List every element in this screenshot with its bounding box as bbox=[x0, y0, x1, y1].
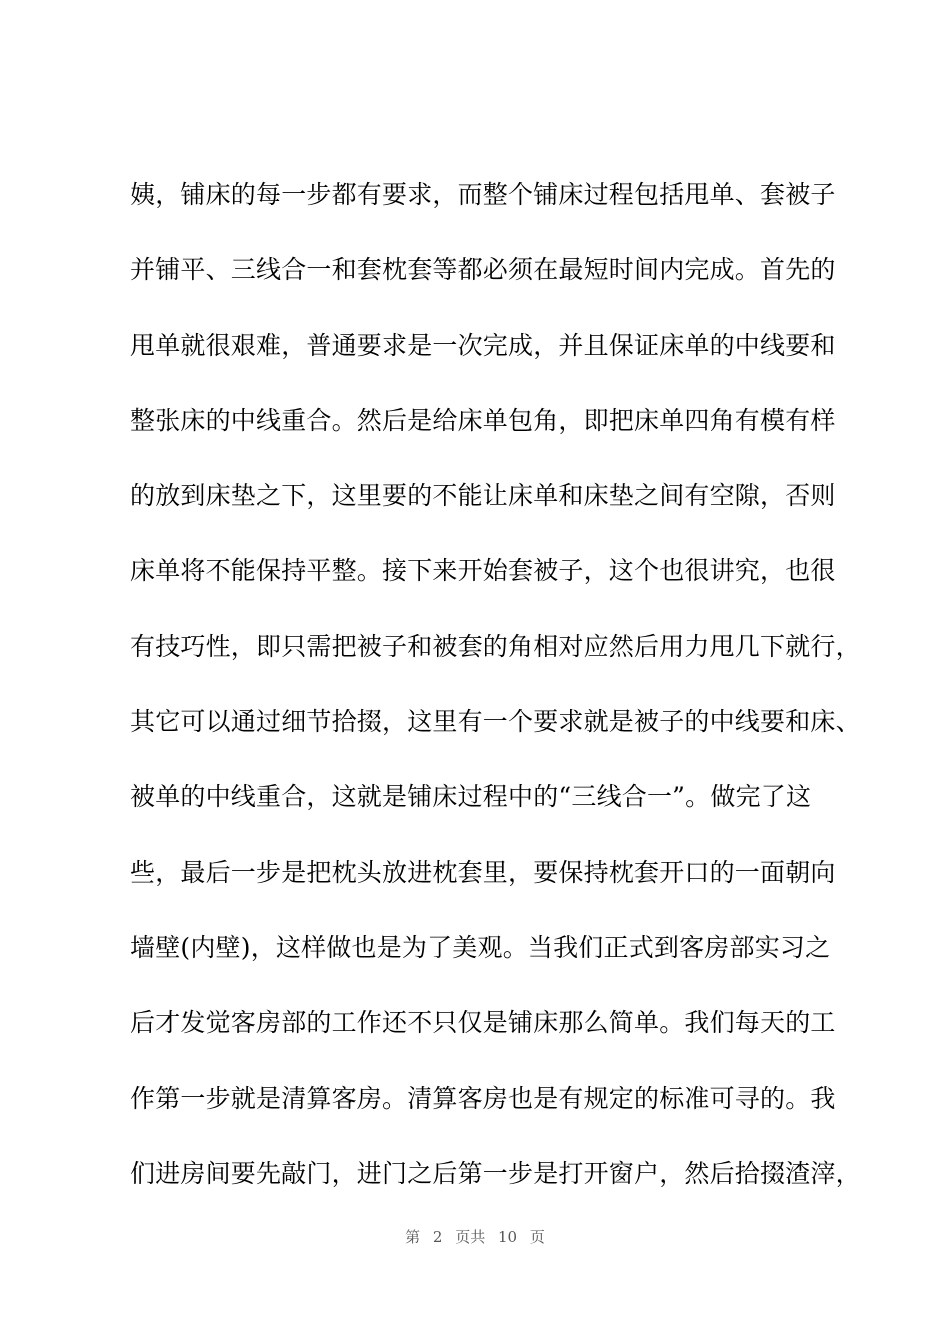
text-line: 其它可以通过细节拾掇，这里有一个要求就是被子的中线要和床、 bbox=[130, 707, 861, 737]
text-line: 些，最后一步是把枕头放进枕套里，要保持枕套开口的一面朝向 bbox=[130, 857, 836, 887]
text-line: 后才发觉客房部的工作还不只仅是铺床那么简单。我们每天的工 bbox=[130, 1008, 836, 1038]
text-line: 有技巧性，即只需把被子和被套的角相对应然后用力甩几下就行， bbox=[130, 631, 861, 661]
text-line: 们进房间要先敲门，进门之后第一步是打开窗户，然后拾掇渣滓， bbox=[130, 1158, 861, 1188]
text-line: 床单将不能保持平整。接下来开始套被子，这个也很讲究，也很 bbox=[130, 556, 836, 586]
text-line: 整张床的中线重合。然后是给床单包角，即把床单四角有模有样 bbox=[130, 405, 836, 435]
text-line: 的放到床垫之下，这里要的不能让床单和床垫之间有空隙，否则 bbox=[130, 481, 836, 511]
text-line: 作第一步就是清算客房。清算客房也是有规定的标准可寻的。我 bbox=[130, 1083, 836, 1113]
text-line: 甩单就很艰难，普通要求是一次完成，并且保证床单的中线要和 bbox=[130, 330, 836, 360]
body-text bbox=[130, 166, 861, 1220]
text-line: 被单的中线重合，这就是铺床过程中的“三线合一”。做完了这 bbox=[130, 782, 812, 812]
text-line: 姨，铺床的每一步都有要求，而整个铺床过程包括甩单、套被子 bbox=[130, 180, 836, 209]
text-line: 并铺平、三线合一和套枕套等都必须在最短时间内完成。首先的 bbox=[130, 255, 836, 285]
page-number-footer: 第 2 页共 10 页 bbox=[405, 1228, 545, 1246]
text-line: 墙壁(内壁)，这样做也是为了美观。当我们正式到客房部实习之 bbox=[130, 932, 831, 962]
